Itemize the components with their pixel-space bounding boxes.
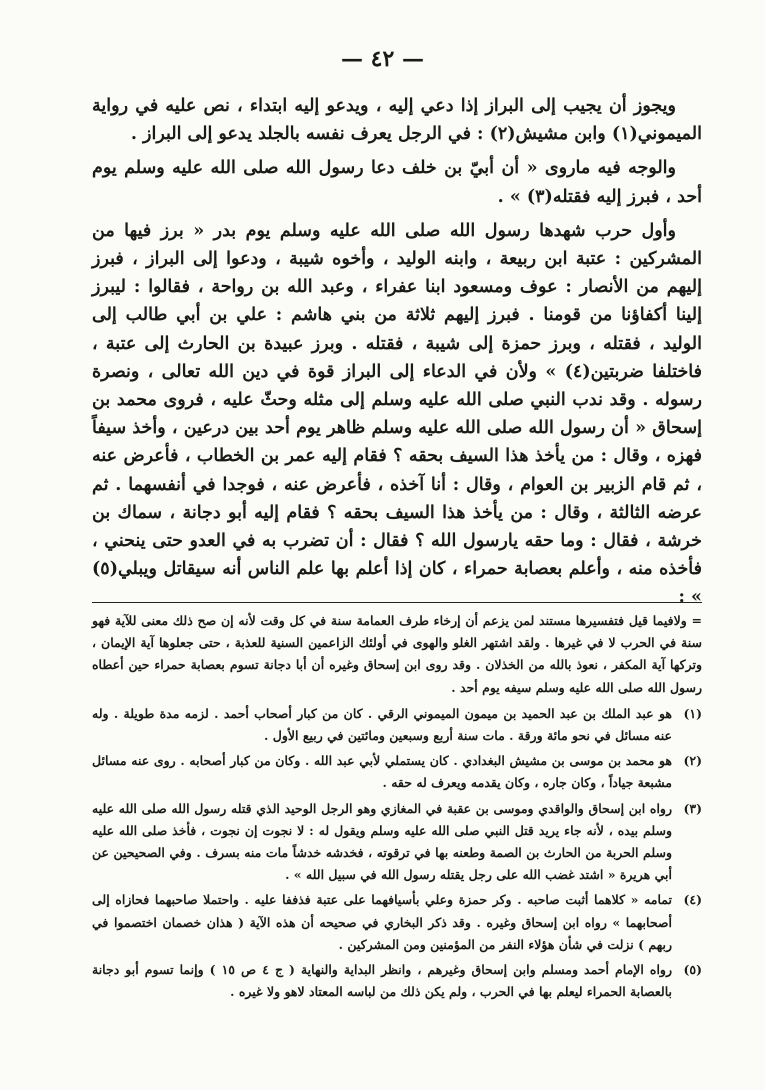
footnote-text: هو محمد بن موسى بن مشيش البغدادي . كان يستملي لأبي عبد الله . وكان من كبار أصحابه . روى عنه مسائل مشبعة جياداً ، وكان جاره ، وكان يقدمه ويعرف له حقه . [92,753,672,791]
footnote-number: (٣) [683,800,702,816]
page-number: — ٤٢ — [341,46,424,72]
footnote [92,750,702,794]
footnote [92,798,702,887]
footnote-text: رواه ابن إسحاق والواقدي وموسى بن عقبة في المغازي وهو الرجل الوحيد الذي قتله رسول الله صلى الله عليه وسلم بيده ، لأنه جاء يريد قتل النبي صلى الله عليه وسلم ويقول له : لا نجوت إن نجوت ، فأخذ صلى الله عليه وسلم الحربة من الحارث بن الصمة وطعنه بها في ترقوته ، فخدشه خدشاً مات منه بسرف . وفي الصحيحين عن أبي هريرة « اشتد غضب الله على رجل يقتله رسول الله في سبيل الله » . [92,800,672,883]
footnotes [92,610,702,1006]
footnote-number: (٥) [683,962,702,978]
footnote [92,959,702,1003]
footnote-number: (١) [683,705,702,721]
footnote-text: رواه الإمام أحمد ومسلم وابن إسحاق وغيرهم ، وانظر البداية والنهاية ( ج ٤ ص ١٥ ) وإنما تسوم أبو دجانة بالعصابة الحمراء ليعلم بها في الحرب ، ولم يكن ذلك من لباسه المعتاد لاهو ولا غيره . [92,962,672,1000]
footnote [92,889,702,956]
footnote-text: تمامه « كلاهما أثبت صاحبه . وكر حمزة وعلي بأسيافهما على عتبة فذففا عليه . واحتملا صاحبهما فحازاه إلى أصحابهما » رواه ابن إسحاق وغيره . وقد ذكر البخاري في صحيحه أن هذه الآية ( هذان خصمان اختصموا في ربهم ) نزلت في شأن هؤلاء النفر من المؤمنين ومن المشركين . [92,892,672,952]
footnote-number: (٢) [683,753,702,769]
footnote-continuation: = ولافيما قيل فتفسيرها مستند لمن يزعم أن إرخاء طرف العمامة سنة في كل وقت لأنه إن صح ذلك معنى للآية فهو سنة في الحرب لا في غيرها . ولقد اشتهر الغلو والهوى في أولئك الزاعمين السنية للعذبة ، حتى جعلوها آية الإيمان ، وتركها آية المكفر ، نعوذ بالله من الخذلان . وقد روى ابن إسحاق وغيره أن أبا دجانة تسوم بعصابة حمراء حين أعطاه رسول الله صلى الله عليه وسلم سيفه يوم أحد . [92,613,702,695]
footnote-text: هو عبد الملك بن عبد الحميد بن ميمون الميموني الرقي . كان من كبار أصحاب أحمد . لزمه مدة طويلة . وله عنه مسائل في نحو مائة ورقة . مات سنة أربع وسبعين ومائتين في ربيع الأول . [92,705,672,744]
main-text [92,92,702,618]
paragraph: وأول حرب شهدها رسول الله صلى الله عليه وسلم يوم بدر « برز فيها من المشركين : عتبة ابن ربيعة ، وابنه الوليد ، وأخوه شيبة ، ودعوا إلى البراز ، فبرز إليهم من الأنصار : عوف ومسعود ابنا عفراء ، وعبد الله بن رواحة ، فقالوا : ليبرز إلينا أكفاؤنا من قومنا . فبرز إليهم ثلاثة من بني هاشم : علي بن أبي طالب إلى الوليد ، فقتله ، وبرز حمزة إلى شيبة ، فقتله . وبرز عبيدة بن الحارث إلى عتبة ، فاختلفا ضربتين(٤) » ولأن في الدعاء إلى البراز قوة في دين الله تعالى ، ونصرة رسوله . وقد ندب النبي صلى الله عليه وسلم إلى مثله وحثّ عليه ، فروى محمد بن إسحاق « أن رسول الله صلى الله عليه وسلم ظاهر يوم أحد بين درعين ، وأخذ سيفاً فهزه ، وقال : من يأخذ هذا السيف بحقه ؟ فقام إليه عمر بن الخطاب ، فأعرض عنه ، ثم قام الزبير بن العوام ، وقال : أنا آخذه ، فأعرض عنه ، فوجدا في أنفسهما . ثم عرضه الثالثة ، وقال : من يأخذ هذا السيف بحقه ؟ فقام إليه أبو دجانة ، سماك بن خرشة ، فقال : وما حقه يارسول الله ؟ فقال : أن تضرب به في العدو حتى ينحني ، فأخذه منه ، وأعلم بعصابة حمراء ، كان إذا أعلم بها علم الناس أنه سيقاتل ويبلي(٥) » : [92,220,702,608]
paragraph: والوجه فيه ماروى « أن أبيّ بن خلف دعا رسول الله صلى الله عليه وسلم يوم أحد ، فبرز إليه فقتله(٣) » . [92,158,702,207]
footnote-separator [92,602,702,603]
footnote-number: (٤) [683,892,702,908]
paragraph: ويجوز أن يجيب إلى البراز إذا دعي إليه ، ويدعو إليه ابتداء ، نص عليه في رواية الميموني(١) وابن مشيش(٢) : في الرجل يعرف نفسه بالجلد يدعو إلى البراز . [92,96,702,145]
footnote [92,703,702,747]
